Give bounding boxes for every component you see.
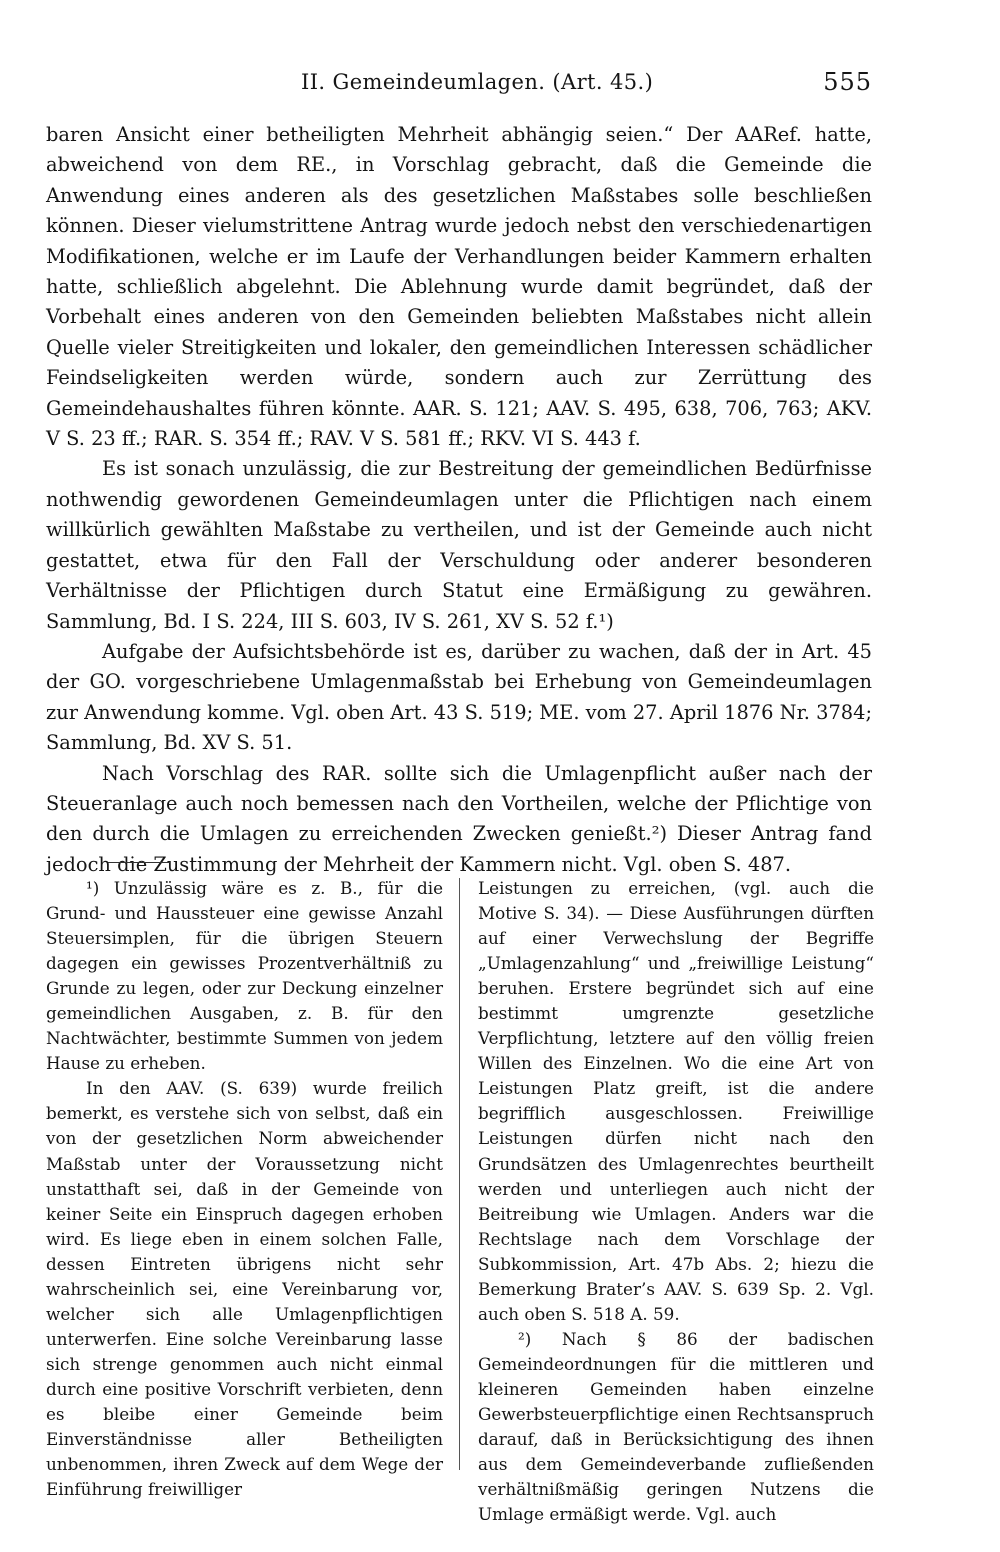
body-paragraph: Nach Vorschlag des RAR. sollte sich die Umlagenpflicht außer nach der Steueranlage auch noch bemessen nach den Vortheilen, welche der Pflichtige von den durch die Umlagen zu erreichenden Zwecken genießt.²) Dieser Antrag fand jedoch die Zustimmung der Mehrheit der Kammern nicht. Vgl. oben S. 487. bbox=[46, 761, 872, 876]
body-paragraph: Es ist sonach unzulässig, die zur Bestreitung der gemeindlichen Bedürfnisse nothwendig gewordenen Gemeindeumlagen unter die Pflichtigen nach einem willkürlich gewählten Maßstabe zu vertheilen, und ist der Gemeinde auch nicht gestattet, etwa für den Fall der Verschuldung oder anderer besonderen Verhältnisse der Pflichtigen durch Statut eine Ermäßigung zu gewähren. Sammlung, Bd. I S. 224, III S. 603, IV S. 261, XV S. 52 f.¹) bbox=[46, 457, 872, 633]
footnote-column-left bbox=[46, 876, 443, 1502]
column-divider bbox=[459, 878, 460, 1470]
main-text bbox=[46, 120, 872, 880]
running-title: II. Gemeindeumlagen. (Art. 45.) bbox=[301, 70, 654, 94]
footnote-column-right bbox=[478, 876, 874, 1527]
running-head bbox=[46, 70, 872, 104]
footnote-paragraph: ²) Nach § 86 der badischen Gemeindeordnungen für die mittleren und kleineren Gemeinden haben einzelne Gewerbsteuerpflichtige einen Rechtsanspruch darauf, daß in Berücksichtigung des ihnen aus dem Gemeindeverbande zufließenden verhältnißmäßig geringen Nutzens die Umlage ermäßigt werde. Vgl. auch bbox=[478, 1328, 874, 1525]
page-number: 555 bbox=[823, 68, 872, 96]
footnote-paragraph: In den AAV. (S. 639) wurde freilich bemerkt, es verstehe sich von selbst, daß ein von der gesetzlichen Norm abweichender Maßstab unter der Voraussetzung nicht unstatthaft sei, daß in der Gemeinde von keiner Seite ein Einspruch dagegen erhoben wird. Es liege eben in einem solchen Falle, dessen Eintreten übrigens nicht sehr wahrscheinlich sei, eine Vereinbarung vor, welcher sich alle Umlagenpflichtigen unterwerfen. Eine solche Vereinbarung lasse sich strenge genommen auch nicht einmal durch eine positive Vorschrift verbieten, denn es bleibe einer Gemeinde beim Einverständnisse aller Betheiligten unbenommen, ihren Zweck auf dem Wege der Einführung freiwilliger bbox=[46, 1078, 443, 1500]
footnote-separator bbox=[108, 862, 170, 863]
body-paragraph: baren Ansicht einer betheiligten Mehrheit abhängig seien.“ Der AARef. hatte, abweichend von dem RE., in Vorschlag gebracht, daß die Gemeinde die Anwendung eines anderen als des gesetzlichen Maßstabes solle beschließen können. Dieser vielumstrittene Antrag wurde jedoch nebst den verschiedenartigen Modifikationen, welche er im Laufe der Verhandlungen beider Kammern erhalten hatte, schließlich abgelehnt. Die Ablehnung wurde damit begründet, daß der Vorbehalt eines anderen von den Gemeinden beliebten Maßstabes nicht allein Quelle vieler Streitigkeiten und lokaler, den gemeindlichen Interessen schädlicher Feindseligkeiten werden würde, sondern auch zur Zerrüttung des Gemeindehaushaltes führen könnte. AAR. S. 121; AAV. S. 495, 638, 706, 763; AKV. V S. 23 ff.; RAR. S. 354 ff.; RAV. V S. 581 ff.; RKV. VI S. 443 f. bbox=[46, 123, 872, 451]
footnote-paragraph: Leistungen zu erreichen, (vgl. auch die Motive S. 34). — Diese Ausführungen dürften auf einer Verwechslung der Begriffe „Umlagenzahlung“ und „freiwillige Leistung“ beruhen. Erstere begründet sich auf eine bestimmt umgrenzte gesetzliche Verpflichtung, letztere auf den völlig freien Willen des Einzelnen. Wo die eine Art von Leistungen Platz greift, ist die andere begrifflich ausgeschlossen. Freiwillige Leistungen dürfen nicht nach den Grundsätzen des Umlagenrechtes beurtheilt werden und unterliegen auch nicht der Beitreibung wie Umlagen. Anders war die Rechtslage nach dem Vorschlage der Subkommission, Art. 47b Abs. 2; hiezu die Bemerkung Brater’s AAV. S. 639 Sp. 2. Vgl. auch oben S. 518 A. 59. bbox=[478, 878, 874, 1324]
footnote-paragraph: ¹) Unzulässig wäre es z. B., für die Grund- und Haussteuer eine gewisse Anzahl Steuersimplen, für die übrigen Steuern dagegen ein gewisses Prozentverhältniß zu Grunde zu legen, oder zur Deckung einzelner gemeindlichen Ausgaben, z. B. für den Nachtwächter, bestimmte Summen von jedem Hause zu erheben. bbox=[46, 878, 443, 1074]
body-paragraph: Aufgabe der Aufsichtsbehörde ist es, darüber zu wachen, daß der in Art. 45 der GO. vorgeschriebene Umlagenmaßstab bei Erhebung von Gemeindeumlagen zur Anwendung komme. Vgl. oben Art. 43 S. 519; ME. vom 27. April 1876 Nr. 3784; Sammlung, Bd. XV S. 51. bbox=[46, 639, 872, 755]
